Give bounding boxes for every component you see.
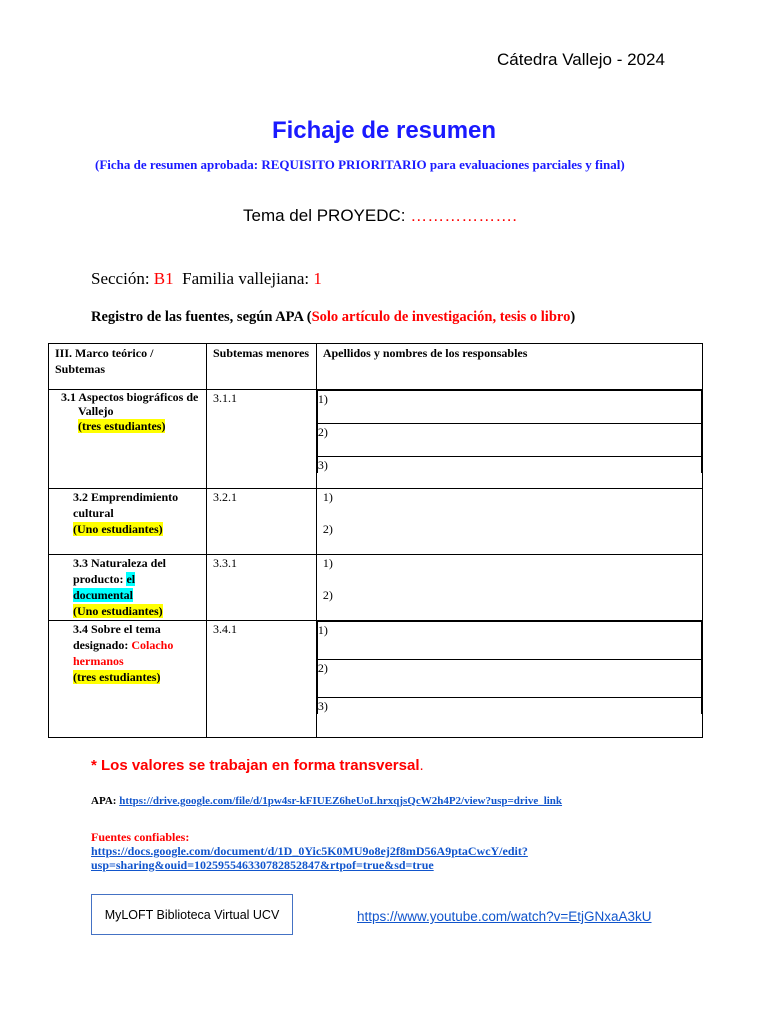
row-topic-note: (Uno estudiantes) [73,604,163,618]
row-slots [316,489,702,555]
row-topic [49,489,207,555]
responsable-slot[interactable]: 3) [317,457,701,474]
assignment-table [48,343,703,738]
responsable-slot[interactable]: 3) [317,698,701,715]
registro-label: Registro de las fuentes, según APA ( [91,309,312,325]
registro-close: ) [570,309,576,325]
valores-note [91,757,424,774]
myloft-button[interactable]: MyLOFT Biblioteca Virtual UCV [91,894,293,935]
row-topic-title: 3.3 Naturaleza del producto: [73,556,166,586]
row-slots [316,621,702,738]
responsable-slot[interactable]: 2) [317,424,701,457]
youtube-link[interactable]: https://www.youtube.com/watch?v=EtjGNxaA3kU [357,909,652,924]
header-responsables: Apellidos y nombres de los responsables [316,344,702,390]
header-marco: III. Marco teórico / Subtemas [49,344,207,390]
subtitle: (Ficha de resumen aprobada: REQUISITO PRIORITARIO para evaluaciones parciales y final) [95,157,625,172]
responsable-slot[interactable]: 1) [322,556,333,570]
fuentes-block [91,830,528,872]
tema-line [243,206,517,226]
row-topic [49,390,207,489]
apa-link[interactable]: https://drive.google.com/file/d/1pw4sr-kFIUEZ6heUoLhrxqjsQcW2h4P2/view?usp=drive_link [119,795,563,807]
row-topic [49,555,207,621]
row-slots [316,555,702,621]
header-course-label: Cátedra Vallejo - 2024 [497,50,665,69]
valores-text: * Los valores se trabajan en forma transversal [91,757,420,774]
familia-label: Familia vallejiana: [182,269,314,288]
responsable-slot[interactable]: 2) [317,660,701,698]
fuentes-label: Fuentes confiables: [91,830,190,844]
row-topic-note: (tres estudiantes) [78,419,166,433]
page-title: Fichaje de resumen [271,117,497,144]
row-topic-title: 3.2 Emprendimiento cultural [73,490,179,520]
tema-value: ………………. [410,206,517,225]
apa-line [91,795,562,807]
apa-label: APA: [91,795,120,807]
responsable-slot[interactable]: 2) [322,588,333,602]
seccion-line [91,269,322,289]
valores-dot: . [419,757,424,774]
row-subtema: 3.3.1 [206,555,316,621]
header-subtemas: Subtemas menores [206,344,316,390]
seccion-label: Sección: [91,269,154,288]
row-slots [316,390,702,489]
row-subtema: 3.4.1 [206,621,316,738]
row-topic-title: 3.4 Sobre el tema designado: [73,622,161,652]
fuentes-link-line2[interactable]: usp=sharing&ouid=102595546330782852847&rtpof=true&sd=true [91,858,434,872]
table-row [49,621,703,738]
tema-label: Tema del PROYEDC: [243,206,411,225]
row-subtema: 3.2.1 [206,489,316,555]
row-topic-note: (Uno estudiantes) [73,522,163,536]
registro-line [91,309,591,326]
table-row [49,489,703,555]
row-topic-note: (tres estudiantes) [73,670,161,684]
responsable-slot[interactable]: 1) [317,622,701,660]
row-topic-title: 3.1 Aspectos biográficos de Vallejo [61,390,199,418]
seccion-value: B1 [153,269,174,288]
responsable-slot[interactable]: 1) [322,490,333,504]
responsable-slot[interactable]: 2) [322,522,333,536]
table-row [49,555,703,621]
row-topic-highlight: Colacho hermanos [73,638,174,668]
registro-red: Solo artículo de investigación, tesis o libro [311,309,571,325]
fuentes-link-line1[interactable]: https://docs.google.com/document/d/1D_0Yic5K0MU9o8ej2f8mD56A9ptaCwcY/edit? [91,844,528,858]
row-topic-highlight: el documental [73,572,136,602]
row-topic [49,621,207,738]
familia-value: 1 [313,269,322,288]
responsable-slot[interactable]: 1) [317,391,701,424]
table-header-row [49,344,703,390]
table-row [49,390,703,489]
row-subtema: 3.1.1 [206,390,316,489]
